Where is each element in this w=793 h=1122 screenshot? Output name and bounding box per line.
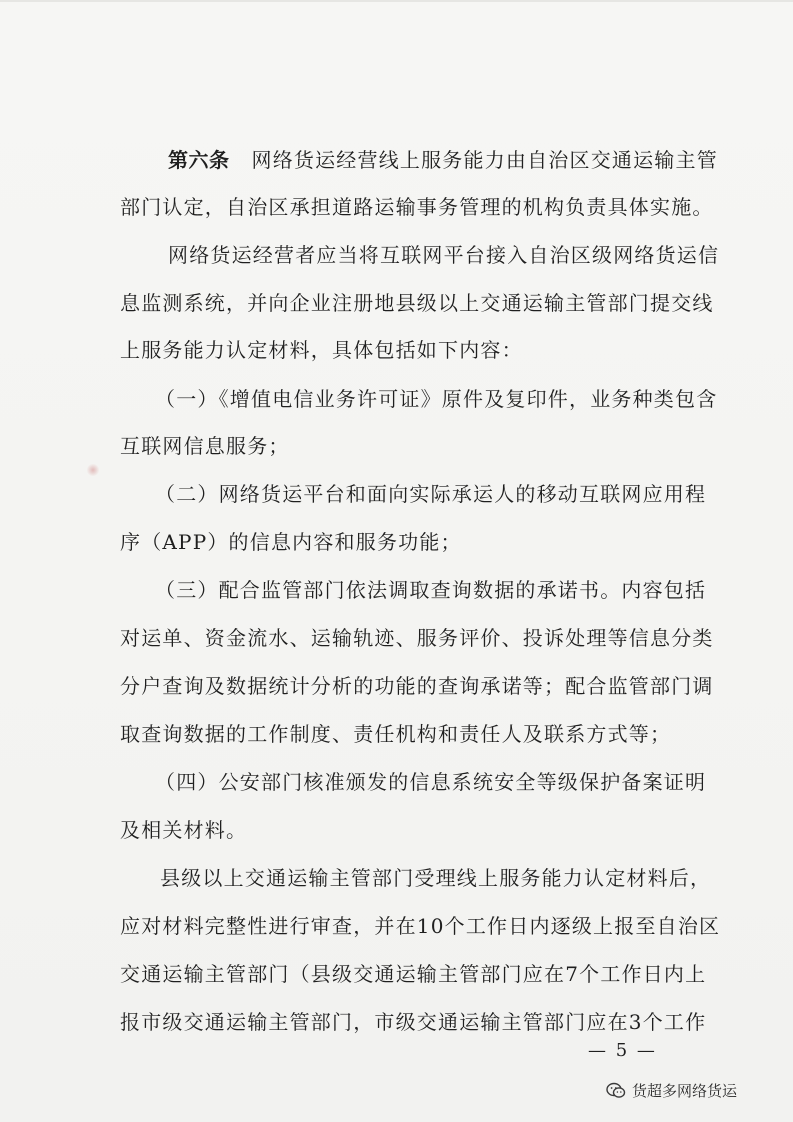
watermark-label: 货超多网络货运	[632, 1082, 738, 1100]
text-line: 县级以上交通运输主管部门受理线上服务能力认定材料后，	[160, 866, 712, 890]
watermark	[606, 1080, 737, 1101]
text-line: 分户查询及数据统计分析的功能的查询承诺等；配合监管部门调	[120, 674, 714, 698]
text-line: 对运单、资金流水、运输轨迹、服务评价、投诉处理等信息分类	[120, 626, 714, 650]
text-line: 报市级交通运输主管部门，市级交通运输主管部门应在3个工作	[120, 1010, 707, 1034]
text-line: 及相关材料。	[120, 818, 248, 842]
text-line: （三）配合监管部门依法调取查询数据的承诺书。内容包括	[155, 578, 707, 602]
text-line: 网络货运经营者应当将互联网平台接入自治区级网络货运信	[168, 243, 720, 267]
scan-speck	[86, 464, 100, 476]
text-line: 应对材料完整性进行审查，并在10个工作日内逐级上报至自治区	[120, 914, 721, 938]
text-line: 上服务能力认定材料，具体包括如下内容：	[120, 338, 523, 362]
text-line: 序（APP）的信息内容和服务功能；	[120, 530, 462, 554]
wechat-official-account-icon	[606, 1082, 626, 1100]
text-line: 部门认定，自治区承担道路运输事务管理的机构负责具体实施。	[120, 195, 714, 219]
text-line: 息监测系统，并向企业注册地县级以上交通运输主管部门提交线	[120, 291, 714, 315]
page-number: — 5 —	[588, 1040, 657, 1061]
text-line	[168, 148, 718, 172]
article-heading: 第六条	[168, 148, 230, 172]
text-line: （二）网络货运平台和面向实际承运人的移动互联网应用程	[155, 482, 707, 506]
text-line: 交通运输主管部门（县级交通运输主管部门应在7个工作日内上	[120, 962, 707, 986]
text-line: 取查询数据的工作制度、责任机构和责任人及联系方式等；	[120, 722, 672, 746]
line-text: 网络货运经营线上服务能力由自治区交通运输主管	[251, 148, 718, 172]
text-line: （四）公安部门核准颁发的信息系统安全等级保护备案证明	[155, 770, 707, 794]
text-line: 互联网信息服务；	[120, 434, 290, 458]
text-line: （一）《增值电信业务许可证》原件及复印件，业务种类包含	[155, 387, 718, 411]
page-top-edge	[0, 0, 793, 2]
